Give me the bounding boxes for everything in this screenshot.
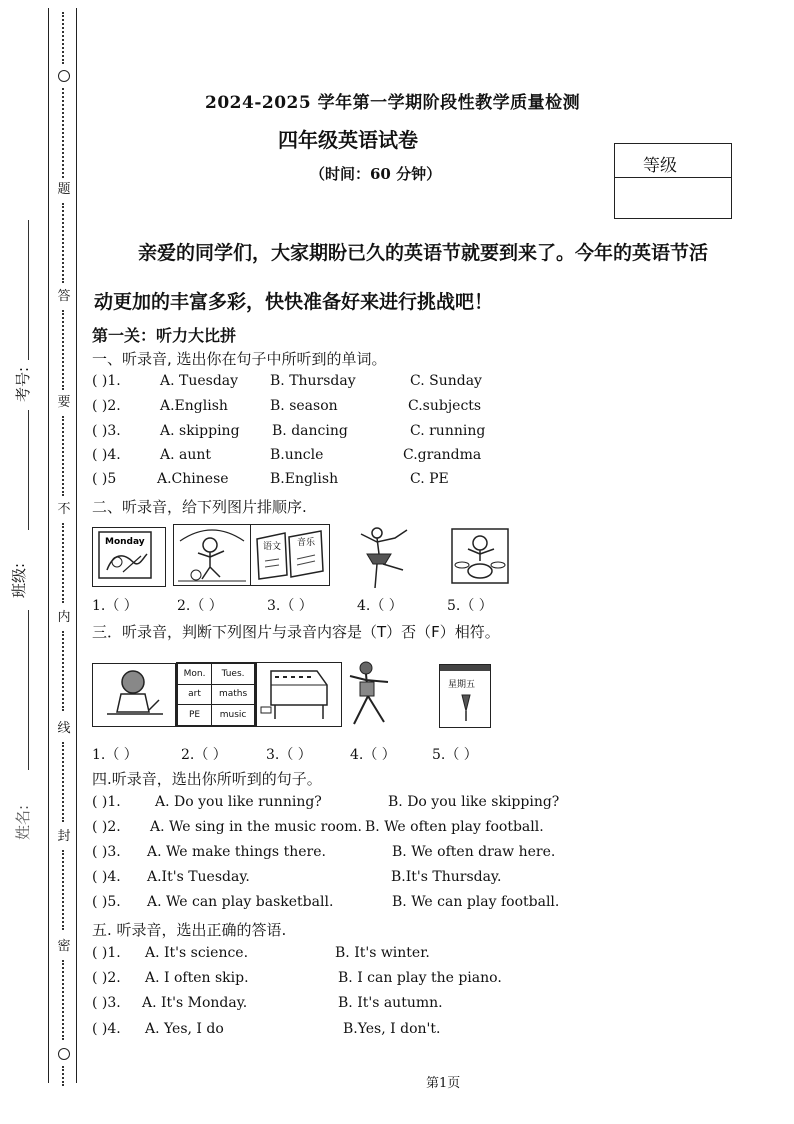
order-blank-3[interactable]: 3.（ ） xyxy=(267,598,313,614)
piano-picture xyxy=(256,662,342,727)
exam-subtitle: 四年级英语试卷 xyxy=(278,128,418,152)
option-b: B. We often draw here. xyxy=(392,844,556,860)
question-number: ( )3. xyxy=(92,844,121,860)
option-b: B.English xyxy=(270,471,339,487)
part-title: 第一关：听力大比拼 xyxy=(92,326,237,345)
order-blank-5[interactable]: 5.（ ） xyxy=(447,598,493,614)
option-a: A. Do you like running? xyxy=(155,794,322,810)
piano-drawing xyxy=(257,663,341,726)
option-b: B. season xyxy=(270,398,338,414)
option-c: C. running xyxy=(410,423,486,439)
option-a: A.English xyxy=(160,398,228,414)
option-c: C. Sunday xyxy=(410,373,482,389)
section-1-title: 一、听录音, 选出你在句子中所听到的单词。 xyxy=(92,350,387,368)
option-b: B. We often play football. xyxy=(365,819,544,835)
name-underline xyxy=(28,610,29,770)
kungfu-picture xyxy=(344,660,394,728)
timetable-cell: music xyxy=(212,705,255,726)
dotted-line xyxy=(62,203,67,283)
exam-no-label: 考号: xyxy=(14,366,32,402)
grade-box xyxy=(614,143,732,219)
binding-hole-bottom xyxy=(58,1048,70,1060)
skipping-boy-drawing xyxy=(174,525,250,585)
monday-text: Monday xyxy=(105,537,145,547)
option-b: B. Do you like skipping? xyxy=(388,794,560,810)
seal-char: 线 xyxy=(57,721,71,736)
option-c: C. PE xyxy=(410,471,449,487)
dotted-line xyxy=(62,12,67,64)
name-label: 姓名: xyxy=(14,804,32,840)
exam-no-underline xyxy=(28,220,29,360)
monday-picture xyxy=(92,527,166,587)
option-c: C.subjects xyxy=(408,398,482,414)
order-blank-4[interactable]: 4.（ ） xyxy=(357,598,403,614)
book-chinese-text: 语文 xyxy=(263,542,282,552)
option-c: C.grandma xyxy=(403,447,482,463)
timetable-cell: maths xyxy=(212,684,255,705)
option-b: B. It's winter. xyxy=(335,945,430,961)
class-label: 班级: xyxy=(10,562,28,598)
dotted-line xyxy=(62,631,67,711)
question-number: ( )3. xyxy=(92,423,121,439)
option-a: A.It's Tuesday. xyxy=(147,869,250,885)
question-number: ( )3. xyxy=(92,995,121,1011)
seal-char: 内 xyxy=(57,610,71,625)
seal-char: 答 xyxy=(57,289,71,304)
dotted-line xyxy=(62,850,67,930)
books-picture xyxy=(250,524,330,586)
books-drawing xyxy=(251,525,329,585)
book-music-text: 音乐 xyxy=(297,538,316,548)
option-b: B. dancing xyxy=(272,423,348,439)
option-b: B. I can play the piano. xyxy=(338,970,502,986)
judge-blank-2[interactable]: 2.（ ） xyxy=(181,747,227,763)
timetable-cell: Mon. xyxy=(178,664,212,685)
judge-blank-1[interactable]: 1.（ ） xyxy=(92,747,138,763)
option-a: A. It's Monday. xyxy=(142,995,248,1011)
section-4-title: 四.听录音，选出你所听到的句子。 xyxy=(92,770,322,788)
calendar-picture xyxy=(439,664,491,728)
question-number: ( )1. xyxy=(92,373,121,389)
grade-label: 等级 xyxy=(643,156,677,176)
option-b: B. We can play football. xyxy=(392,894,560,910)
timetable-picture xyxy=(176,662,256,727)
binding-hole-top xyxy=(58,70,70,82)
question-number: ( )5 xyxy=(92,471,117,487)
intro-line-2: 动更加的丰富多彩，快快准备好来进行挑战吧！ xyxy=(94,291,494,313)
drummer-drawing xyxy=(450,527,510,585)
section-2-title: 二、听录音，给下列图片排顺序. xyxy=(92,498,307,516)
option-b: B. Thursday xyxy=(270,373,356,389)
option-a: A. aunt xyxy=(160,447,212,463)
timetable xyxy=(177,663,255,726)
option-a: A.Chinese xyxy=(157,471,229,487)
seal-char: 要 xyxy=(57,395,71,410)
option-a: A. Tuesday xyxy=(160,373,239,389)
writing-boy-picture xyxy=(92,663,176,727)
option-b: B.Yes, I don't. xyxy=(343,1021,441,1037)
timetable-cell: Tues. xyxy=(212,664,255,685)
question-number: ( )4. xyxy=(92,447,121,463)
dotted-line xyxy=(62,960,67,1040)
question-number: ( )2. xyxy=(92,819,121,835)
intro-line-1: 亲爱的同学们，大家期盼已久的英语节就要到来了。今年的英语节活 xyxy=(138,242,709,264)
binding-line-inner xyxy=(76,8,77,1083)
binding-line-outer xyxy=(48,8,49,1083)
dancer-drawing xyxy=(355,524,415,590)
kungfu-drawing xyxy=(344,660,394,728)
seal-char: 封 xyxy=(57,829,71,844)
section-3-title: 三．听录音，判断下列图片与录音内容是（T）否（F）相符。 xyxy=(92,623,500,641)
exam-time: （时间：60 分钟） xyxy=(310,165,442,183)
seal-char: 密 xyxy=(57,939,71,954)
option-a: A. It's science. xyxy=(145,945,249,961)
question-number: ( )1. xyxy=(92,945,121,961)
question-number: ( )1. xyxy=(92,794,121,810)
seal-char: 题 xyxy=(57,182,71,197)
monday-drawing xyxy=(93,528,165,586)
writing-boy-drawing xyxy=(93,664,175,726)
calendar-drawing xyxy=(440,665,490,727)
option-b: B.uncle xyxy=(270,447,324,463)
question-number: ( )2. xyxy=(92,398,121,414)
dotted-line xyxy=(62,416,67,496)
seal-strip xyxy=(56,8,72,1088)
question-number: ( )4. xyxy=(92,1021,121,1037)
dotted-line xyxy=(62,742,67,822)
judge-blank-5[interactable]: 5.（ ） xyxy=(432,747,478,763)
order-blank-1[interactable]: 1.（ ） xyxy=(92,598,138,614)
timetable-cell: PE xyxy=(178,705,212,726)
section-5-title: 五. 听录音，选出正确的答语. xyxy=(92,921,287,939)
option-a: A. We make things there. xyxy=(147,844,326,860)
skipping-boy-picture xyxy=(173,524,251,586)
option-b: B. It's autumn. xyxy=(338,995,443,1011)
question-number: ( )4. xyxy=(92,869,121,885)
judge-blank-4[interactable]: 4.（ ） xyxy=(350,747,396,763)
dotted-line xyxy=(62,523,67,603)
class-underline xyxy=(28,410,29,530)
option-a: A. We can play basketball. xyxy=(147,894,334,910)
timetable-cell: art xyxy=(178,684,212,705)
option-a: A. We sing in the music room. xyxy=(150,819,362,835)
drummer-picture xyxy=(450,527,510,585)
question-number: ( )5. xyxy=(92,894,121,910)
seal-char: 不 xyxy=(57,502,71,517)
judge-blank-3[interactable]: 3.（ ） xyxy=(266,747,312,763)
option-a: A. I often skip. xyxy=(145,970,249,986)
question-number: ( )2. xyxy=(92,970,121,986)
option-b: B.It's Thursday. xyxy=(391,869,502,885)
option-a: A. skipping xyxy=(160,423,240,439)
page-number: 第1页 xyxy=(426,1076,461,1091)
grade-divider xyxy=(615,177,731,178)
exam-title: 2024-2025 学年第一学期阶段性教学质量检测 xyxy=(205,93,581,113)
dotted-line xyxy=(62,310,67,390)
order-blank-2[interactable]: 2.（ ） xyxy=(177,598,223,614)
dotted-line xyxy=(62,88,67,178)
dotted-line xyxy=(62,1066,67,1086)
dancer-picture xyxy=(355,524,415,590)
calendar-friday-text: 星期五 xyxy=(448,680,476,690)
option-a: A. Yes, I do xyxy=(145,1021,224,1037)
